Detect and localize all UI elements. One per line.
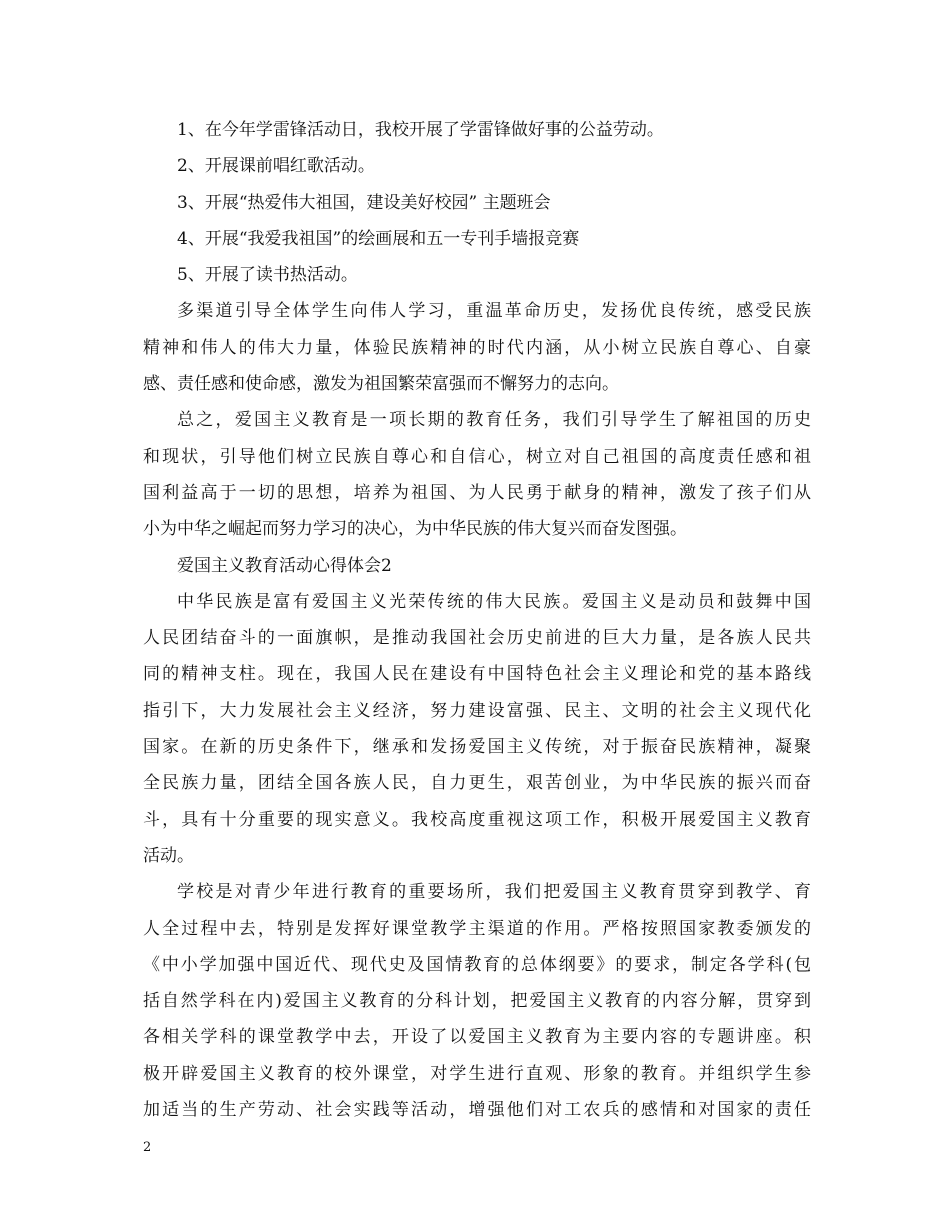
paragraph-line: 小为中华之崛起而努力学习的决心，为中华民族的伟大复兴而奋发图强。 — [143, 519, 687, 540]
paragraph-line: 活动。 — [143, 845, 194, 866]
paragraph-line: 各相关学科的课堂教学中去，开设了以爱国主义教育为主要内容的专题讲座。积 — [143, 1027, 811, 1048]
paragraph-line: 总之，爱国主义教育是一项长期的教育任务，我们引导学生了解祖国的历史 — [177, 410, 811, 431]
paragraph-line: 加适当的生产劳动、社会实践等活动，增强他们对工农兵的感情和对国家的责任 — [143, 1100, 811, 1121]
paragraph-line: 学校是对青少年进行教育的重要场所，我们把爱国主义教育贯穿到教学、育 — [177, 882, 811, 903]
paragraph-line: 全民族力量，团结全国各族人民，自力更生，艰苦创业，为中华民族的振兴而奋 — [143, 773, 811, 794]
paragraph-line: 精神和伟人的伟大力量，体验民族精神的时代内涵，从小树立民族自尊心、自豪 — [143, 337, 811, 358]
paragraph-line: 人全过程中去，特别是发挥好课堂教学主渠道的作用。严格按照国家教委颁发的 — [143, 918, 811, 939]
paragraph-line: 斗，具有十分重要的现实意义。我校高度重视这项工作，积极开展爱国主义教育 — [143, 809, 811, 830]
list-item: 3、开展“热爱伟大祖国，建设美好校园” 主题班会 — [177, 192, 551, 213]
paragraph-line: 人民团结奋斗的一面旗帜，是推动我国社会历史前进的巨大力量，是各族人民共 — [143, 628, 811, 649]
paragraph-line: 国利益高于一切的思想，培养为祖国、为人民勇于献身的精神，激发了孩子们从 — [143, 482, 811, 503]
list-item: 2、开展课前唱红歌活动。 — [177, 156, 375, 177]
paragraph-line: 中华民族是富有爱国主义光荣传统的伟大民族。爱国主义是动员和鼓舞中国 — [177, 591, 811, 612]
list-item: 4、开展“我爱我祖国”的绘画展和五一专刊手墙报竞赛 — [177, 228, 580, 249]
page-number: 2 — [143, 1140, 152, 1155]
paragraph-line: 极开辟爱国主义教育的校外课堂，对学生进行直观、形象的教育。并组织学生参 — [143, 1063, 811, 1084]
paragraph-line: 括自然学科在内)爱国主义教育的分科计划，把爱国主义教育的内容分解，贯穿到 — [143, 991, 811, 1012]
paragraph-line: 指引下，大力发展社会主义经济，努力建设富强、民主、文明的社会主义现代化 — [143, 700, 811, 721]
section-heading: 爱国主义教育活动心得体会2 — [177, 555, 392, 576]
paragraph-line: 多渠道引导全体学生向伟人学习，重温革命历史，发扬优良传统，感受民族 — [177, 301, 811, 322]
document-body — [143, 112, 811, 1128]
paragraph-line: 《中小学加强中国近代、现代史及国情教育的总体纲要》的要求，制定各学科(包 — [143, 954, 811, 975]
paragraph-line: 国家。在新的历史条件下，继承和发扬爱国主义传统，对于振奋民族精神，凝聚 — [143, 737, 811, 758]
list-item: 5、开展了读书热活动。 — [177, 265, 358, 286]
paragraph-line: 和现状，引导他们树立民族自尊心和自信心，树立对自己祖国的高度责任感和祖 — [143, 446, 811, 467]
paragraph-line: 感、责任感和使命感，激发为祖国繁荣富强而不懈努力的志向。 — [143, 374, 619, 395]
paragraph-line: 同的精神支柱。现在，我国人民在建设有中国特色社会主义理论和党的基本路线 — [143, 664, 811, 685]
list-item: 1、在今年学雷锋活动日，我校开展了学雷锋做好事的公益劳动。 — [177, 120, 664, 140]
